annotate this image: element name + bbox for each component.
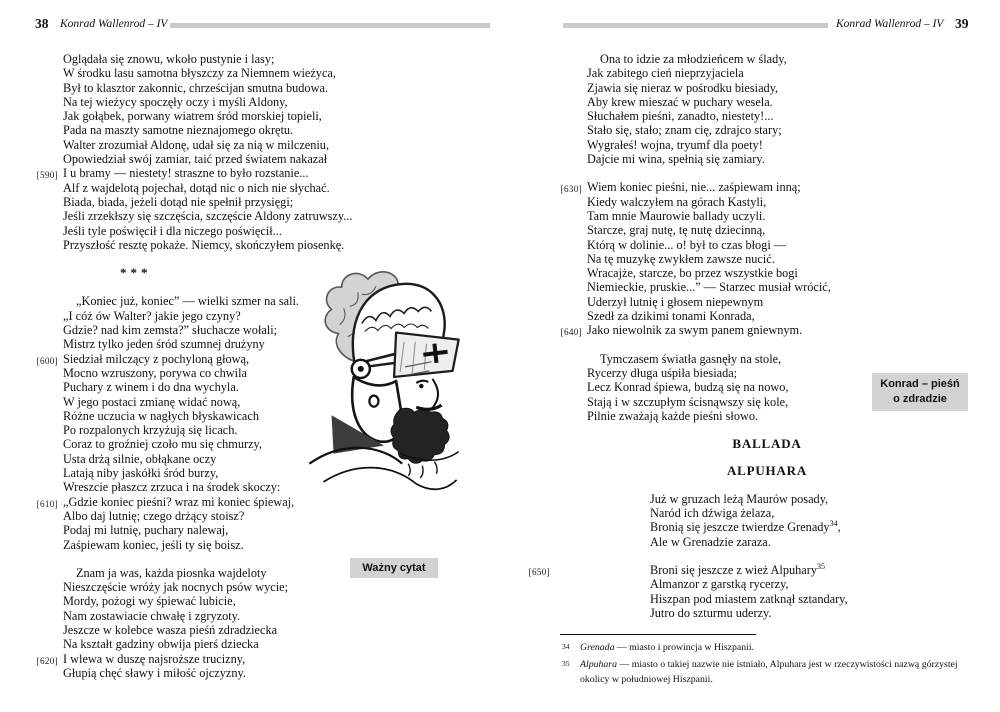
poem-line-text: Jeśli tyle poświęcił i dla niczego poświęcił... [63,223,282,238]
poem-line [587,266,947,280]
poem-line [63,66,413,80]
poem-line [587,280,947,294]
poem-line [63,95,413,109]
stanza-separator: *** [120,265,152,281]
poem-line [63,580,413,594]
verse-number: [650] [528,566,550,577]
poem-line [63,52,413,66]
poem-line [587,52,947,66]
verse-number: [630] [560,184,582,195]
poem-line-text: Jako niewolnik za swym panem gniewnym. [587,323,803,338]
poem-line [587,195,947,209]
poem-line-text: Na tej wieżycy spoczęły oczy i myśli Aldony, [63,94,288,109]
poem-line [63,623,413,637]
footnote-number: 35 [562,658,570,668]
poem-line [63,81,413,95]
poem-line [63,224,413,238]
poem-line-text: Opowiedział swój zamiar, taić przed światem nakazał [63,152,328,167]
poem-line [63,509,413,523]
poem-line-text: I u bramy — niestety! straszne to było rozstanie... [63,166,309,181]
poem-line-text: Latają niby jaskółki śród burzy, [63,466,219,481]
poem-line [587,252,947,266]
poem-line-text: Pilnie zważają każde pieśni słowo. [587,408,759,423]
footnote: 35 Alpuhara — miasto o takiej nazwie nie istniało, Alpuhara jest w rzeczywistości nazwą górzystej okolicy w południowej Hiszpanii. [560,657,974,688]
poem-line-text: Tymczasem światła gasnęły na stole, [600,351,782,366]
poem-line [528,561,947,577]
verse-number: [610] [36,498,58,509]
poem-line [650,577,947,591]
poem-line-text: Bronią się jeszcze twierdze Grenady$^{34}$, [650,519,841,535]
poem-line-text: Różne uczucia w nagłych błyskawicach [63,408,259,423]
right-header-bar [563,23,828,28]
poem-line-text: „I cóż ów Walter? jakie jego czyny? [63,308,241,323]
poem-line [63,637,413,651]
poem-stanza [36,52,413,252]
poem-line [63,209,413,223]
poem-line [63,152,413,166]
poem-line-text: Aby krew mieszać w puchary wesela. [587,94,773,109]
poem-line-text: Jak zabitego cień nieprzyjaciela [587,66,744,81]
poem-line [36,651,413,666]
poem-line-text: Gdzie? nad kim zemsta?” słuchacze wołali; [63,323,278,338]
left-header-bar [170,23,490,28]
poem-line-text: Ale w Grenadzie zaraza. [650,534,771,549]
poem-line [63,609,413,623]
footnote: 34 Grenada — miasto i prowincja w Hiszpanii. [560,640,974,656]
poem-line-text: Słuchałem pieśni, zanadto, niestety!... [587,109,774,124]
poem-line-text: Niemieckie, pruskie...” — Starzec musiał wrócić, [587,280,831,295]
poem-line-text: Nam zostawiacie chwałę i zgryzoty. [63,608,241,623]
poem-stanza [36,565,413,680]
poem-line [587,152,947,166]
poem-line [587,81,947,95]
margin-note-line: Konrad – pieśń [880,378,960,390]
poem-line [63,195,413,209]
poem-line [650,535,947,549]
poem-stanza [587,52,947,166]
poem-line [63,138,413,152]
footnote-ref: 35 [816,561,825,571]
poem-line [63,123,413,137]
poem-line-text: Broni się jeszcze z wież Alpuhary$^{35}$ [650,561,825,577]
poem-line [587,95,947,109]
knight-helmet-illustration [303,266,465,498]
poem-line-text: Stają i w szczupłym ścisnąwszy się kole, [587,394,789,409]
ballad-heading: ALPUHARA [726,463,808,479]
poem-line-text: Stało się, stało; znam cię, zdrajco stary; [587,123,782,138]
poem-line-text: Ona to idzie za młodzieńcem w ślady, [600,52,787,66]
margin-note-konrad-song [872,373,968,411]
poem-line-text: Hiszpan pod miastem zatknął sztandary, [650,591,848,606]
right-running-title: Konrad Wallenrod – IV [836,18,944,30]
poem-line-text: Wygrałeś! wojna, tryumf dla poety! [587,137,763,152]
poem-line [587,209,947,223]
verse-number: [640] [560,327,582,338]
poem-line-text: Podaj mi lutnię, puchary nalewaj, [63,523,229,538]
poem-line-text: Rycerzy długa uśpiła biesiada; [587,365,738,380]
poem-line-text: Albo daj lutnię; czego drżący stoisz? [63,508,245,523]
poem-line-text: Lecz Konrad śpiewa, budzą się na nowo, [587,380,789,395]
poem-line [650,492,947,506]
poem-line-text: W środku lasu samotna błyszczy za Niemnem wieżyca, [63,66,336,81]
poem-line-text: Biada, biada, jeżeli dotąd nie spełnił przysięgi; [63,194,294,209]
poem-line-text: W jego postaci zmianę widać nową, [63,394,241,409]
poem-line [587,138,947,152]
poem-line-text: Szedł za dzikimi tonami Konrada, [587,309,755,324]
poem-line [560,180,947,195]
poem-line-text: Jeśli zrzekłszy się szczęścia, szczęście Aldony zatruwszy... [63,209,353,224]
poem-line-text: Jutro do szturmu uderzy. [650,605,772,620]
poem-line-text: Jeszcze w kolebce wasza pieśń zdradziecka [63,622,278,637]
poem-line-text: Almanzor z garstką rycerzy, [650,577,789,592]
poem-line-text: Puchary z winem i do dna wychyla. [63,380,239,395]
poem-line [650,592,947,606]
left-page-number: 38 [35,16,49,31]
verse-number: [590] [36,170,58,181]
poem-line [650,520,947,534]
poem-line-text: Mordy, pożogi wy śpiewać lubicie, [63,594,236,609]
ballad-heading: BALLADA [732,436,802,452]
poem-line-text: Starcze, graj nutę, tę nutę dziecinną, [587,223,766,238]
poem-line [587,109,947,123]
poem-line [650,606,947,620]
poem-stanza [528,561,947,620]
poem-line [36,166,413,181]
poem-stanza [587,492,947,549]
poem-line-text: Usta drżą silnie, obłąkane oczy [63,451,217,466]
poem-line-text: Wracajże, starcze, bo przez wszystkie bogi [587,266,798,281]
margin-note-line: o zdradzie [893,393,947,405]
poem-line [587,352,947,366]
poem-line-text: „Gdzie koniec pieśni? wraz mi koniec śpiewaj, [63,494,295,509]
poem-line-text: Zaśpiewam koniec, jeśli ty się boisz. [63,537,244,552]
poem-line-text: Znam ja was, każda piosnka wajdeloty [76,565,267,580]
poem-stanza [560,180,947,338]
verse-number: [620] [36,655,58,666]
poem-line [587,238,947,252]
left-running-title: Konrad Wallenrod – IV [60,18,168,30]
poem-line [587,66,947,80]
margin-note-important-quote: Ważny cytat [350,558,438,578]
poem-line-text: Już w gruzach leżą Maurów posady, [650,491,829,506]
poem-line-text: Kiedy walczyłem na górach Kastyli, [587,194,767,209]
poem-line [63,238,413,252]
poem-line [63,538,413,552]
poem-line-text: Mocno wzruszony, porywa co chwila [63,365,247,380]
footnote-term: Alpuhara [580,658,618,670]
poem-line [63,666,413,680]
poem-line-text: Przyszłość resztę pokaże. Niemcy, skończyłem piosenkę. [63,237,345,252]
footnote-number: 34 [562,642,570,651]
poem-line-text: Którą w dolinie... o! był to czas błogi — [587,237,787,252]
poem-line [587,309,947,323]
poem-line-text: Coraz to groźniej czoło mu się chmurzy, [63,437,262,452]
poem-line-text: „Koniec już, koniec” — wielki szmer na sali. [76,294,299,309]
poem-line-text: Jak gołąbek, porwany wiatrem śród morskiej topieli, [63,109,322,124]
footnote-ref: 34 [829,519,838,529]
right-poem-column [528,52,947,634]
poem-line [587,295,947,309]
poem-line-text: Tam mnie Maurowie ballady uczyli. [587,208,766,223]
poem-line-text: Mistrz tylko jeden śród szumnej drużyny [63,337,265,352]
poem-line-text: Zjawia się nieraz w pośrodku biesiady, [587,80,779,95]
footnote-rule [560,634,756,635]
poem-line [587,123,947,137]
poem-line-text: Po rozpalonych krzyżują się licach. [63,423,238,438]
poem-line-text: Naród ich dźwiga żelaza, [650,506,775,521]
poem-line [560,323,947,338]
poem-line-text: Pada na maszty samotne nieznajomego okrętu. [63,123,294,138]
poem-line-text: Uderzył lutnię i głosem niepewnym [587,294,764,309]
poem-line [63,109,413,123]
poem-line-text: Wreszcie płaszcz zrzuca i na środek skoczy: [63,480,281,495]
poem-line [650,506,947,520]
verse-number: [600] [36,355,58,366]
poem-line-text: Wiem koniec pieśni, nie... zaśpiewam inną; [587,180,801,195]
poem-line-text: Był to klasztor zakonnic, chrześcijan smutna budowa. [63,80,328,95]
poem-line [587,223,947,237]
poem-line [63,594,413,608]
footnotes-block [560,634,974,689]
poem-line-text: Walter zrozumiał Aldonę, udał się za nią w milczeniu, [63,137,330,152]
poem-line-text: Oglądała się znowu, wkoło pustynie i lasy; [63,52,275,66]
poem-line-text: Nieszczęście wróży jak nocnych psów wycie; [63,580,289,595]
poem-line-text: Na tę muzykę zwykłem zawsze nucić. [587,251,775,266]
poem-line-text: Na kształt gadziny obwija pierś dziecka [63,637,259,652]
poem-line-text: Alf z wajdelotą pojechał, dotąd nic o nich nie słychać. [63,180,330,195]
poem-line-text: Dajcie mi wina, spełnią się zamiary. [587,152,765,167]
poem-line [63,523,413,537]
right-page-number: 39 [955,16,969,31]
poem-line-text: I wlewa w duszę najsroższe trucizny, [63,651,246,666]
poem-line-text: Siedział milczący z pochyloną głową, [63,351,250,366]
poem-line [63,181,413,195]
footnote-term: Grenada [580,642,615,653]
poem-line-text: Głupią chęć sławy i miłość ojczyzny. [63,665,246,680]
